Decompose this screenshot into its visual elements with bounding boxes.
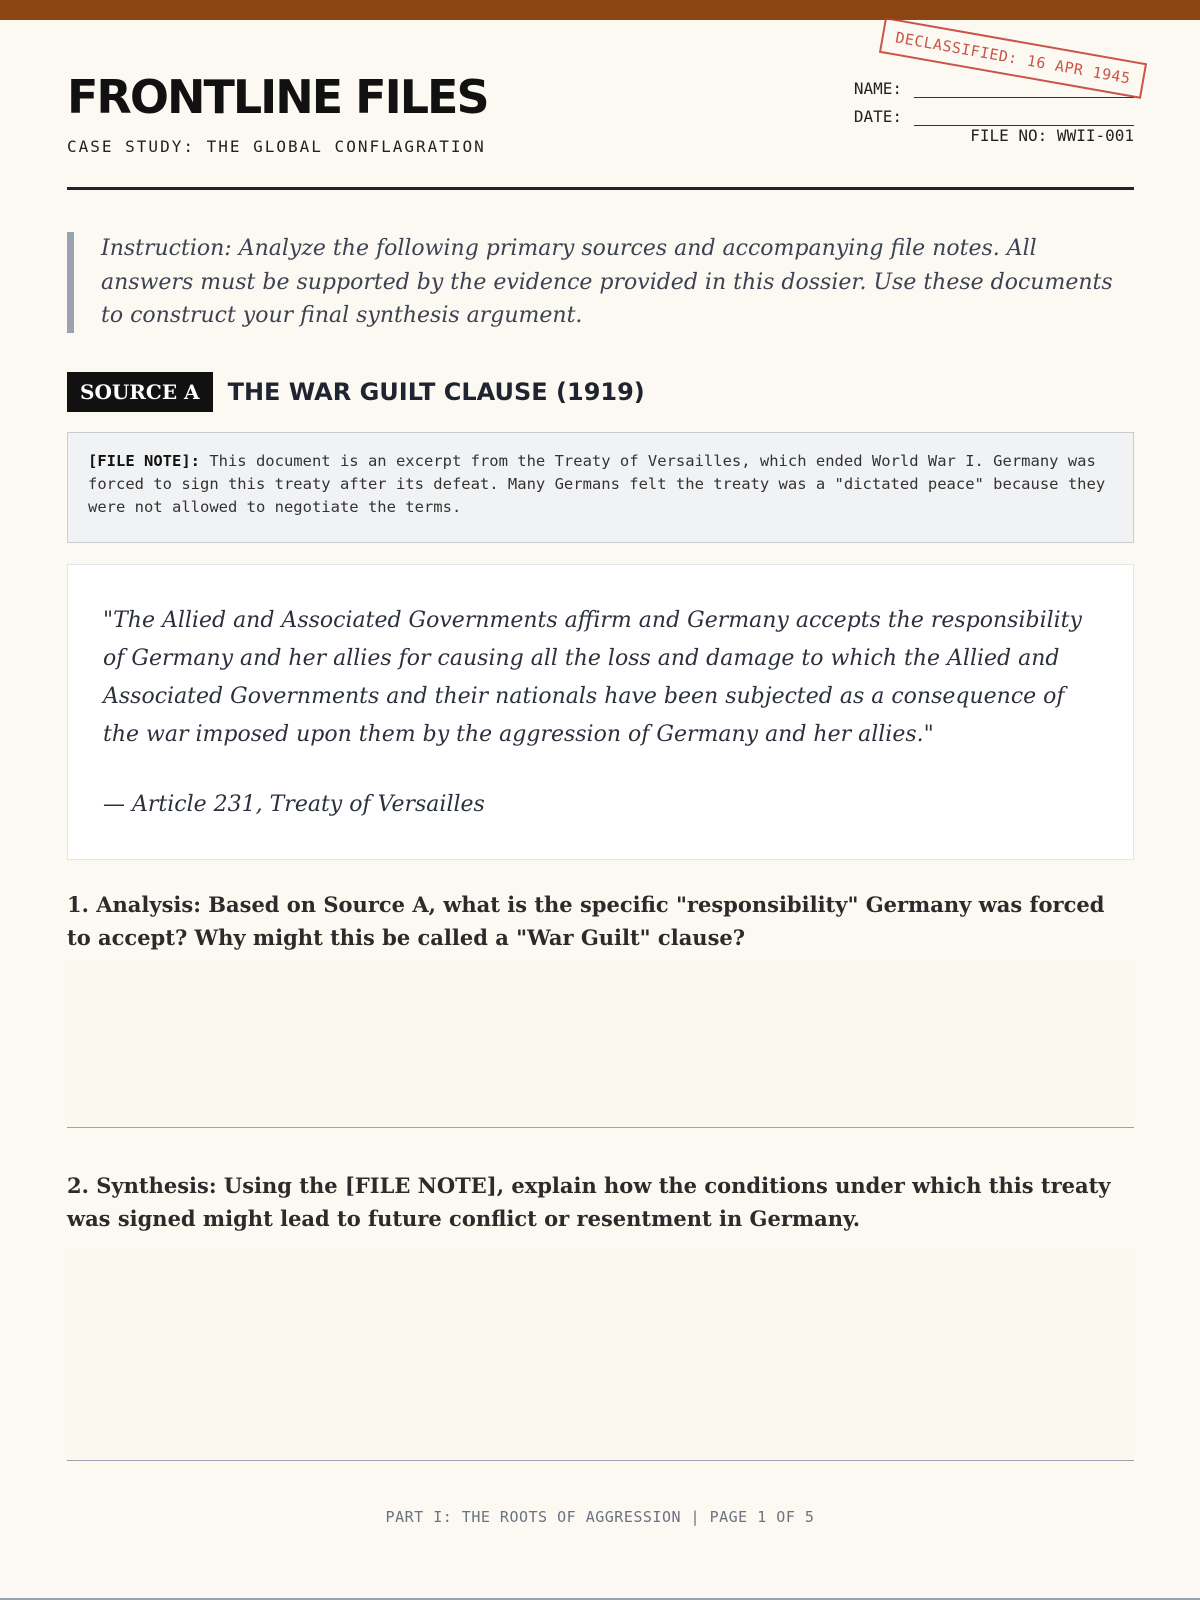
source-attribution: — Article 231, Treaty of Versailles xyxy=(103,792,485,817)
file-number: FILE NO: WWII-001 xyxy=(970,126,1134,145)
source-title: THE WAR GUILT CLAUSE (1919) xyxy=(227,378,645,406)
page-title: FRONTLINE FILES xyxy=(67,70,488,124)
source-badge: SOURCE A xyxy=(67,372,213,412)
primary-source-quote-box xyxy=(67,564,1134,860)
page-subtitle: CASE STUDY: THE GLOBAL CONFLAGRATION xyxy=(67,137,486,156)
date-label: DATE: xyxy=(853,107,902,126)
name-label: NAME: xyxy=(853,79,902,98)
student-info xyxy=(834,70,1134,145)
top-accent-bar xyxy=(0,0,1200,20)
page-footer: PART I: THE ROOTS OF AGGRESSION | PAGE 1 OF 5 xyxy=(385,1508,815,1526)
question-1: 1. Analysis: Based on Source A, what is the specific "responsibility" Germany was forced to accept? Why might this be called a "War Guilt" clause? xyxy=(67,892,1105,950)
answer-area-1[interactable] xyxy=(67,965,1134,1128)
declassified-stamp: DECLASSIFIED: 16 APR 1945 xyxy=(879,17,1147,99)
answer-area-2[interactable] xyxy=(67,1250,1134,1461)
source-quote: "The Allied and Associated Governments affirm and Germany accepts the responsibility of Germany and her allies for causing all the loss and damage to which the Allied and Associated Governments and their nationals have been subjected as a consequence of the war imposed upon them by the aggression of Germany and her allies." xyxy=(103,608,1082,747)
question-2: 2. Synthesis: Using the [FILE NOTE], explain how the conditions under which this treaty was signed might lead to future conflict or resentment in Germany. xyxy=(67,1173,1111,1231)
source-heading xyxy=(67,372,645,412)
file-note-box xyxy=(67,432,1134,543)
header-divider xyxy=(67,187,1134,190)
name-field[interactable] xyxy=(914,81,1134,98)
file-note-text: This document is an excerpt from the Treaty of Versailles, which ended World War I. Germany was forced to sign this treaty after its defeat. Many Germans felt the treaty was a "dictated peace" because they were not allowed to negotiate the terms. xyxy=(88,452,1106,516)
instruction-block: Instruction: Analyze the following primary sources and accompanying file notes. All answers must be supported by the evidence provided in this dossier. Use these documents to construct your final synthesis argument. xyxy=(67,232,1134,333)
file-note-tag: [FILE NOTE]: xyxy=(88,452,200,470)
name-row xyxy=(834,70,1134,98)
date-field[interactable] xyxy=(914,109,1134,126)
date-row xyxy=(834,98,1134,126)
